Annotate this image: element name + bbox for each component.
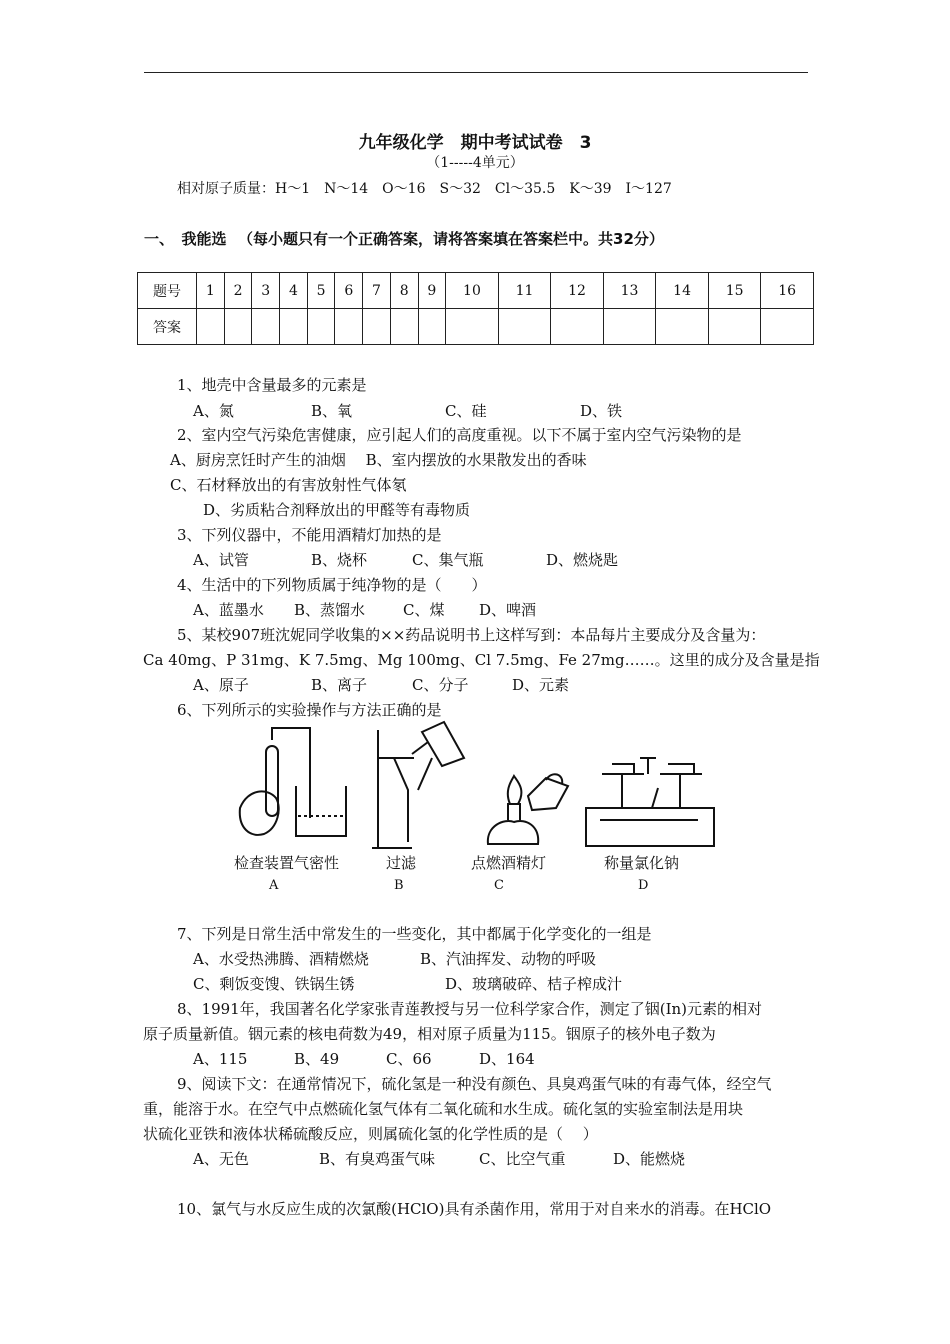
q3-option-c: C、集气瓶 bbox=[412, 551, 484, 569]
figure-letter-b: B bbox=[394, 878, 404, 893]
row-header-number: 题号 bbox=[138, 273, 197, 309]
number-cell: 16 bbox=[761, 273, 814, 309]
number-cell: 7 bbox=[363, 273, 391, 309]
answer-cell[interactable] bbox=[307, 309, 335, 345]
number-cell: 13 bbox=[603, 273, 656, 309]
answer-cell[interactable] bbox=[252, 309, 280, 345]
number-cell: 1 bbox=[197, 273, 225, 309]
q4-option-c: C、煤 bbox=[403, 601, 445, 619]
answer-cell[interactable] bbox=[224, 309, 252, 345]
figure-caption-b: 过滤 bbox=[386, 854, 417, 872]
q4-option-a: A、蓝墨水 bbox=[193, 601, 264, 619]
figure-caption-c: 点燃酒精灯 bbox=[471, 854, 547, 872]
figure-caption-d: 称量氯化钠 bbox=[604, 854, 680, 872]
q3-option-d: D、燃烧匙 bbox=[546, 551, 619, 569]
q7-option-a: A、水受热沸腾、酒精燃烧 bbox=[193, 950, 369, 968]
q7-option-b: B、汽油挥发、动物的呼吸 bbox=[420, 950, 597, 968]
answer-cell[interactable] bbox=[603, 309, 656, 345]
lab-figures-drawing bbox=[228, 718, 728, 858]
answer-cell[interactable] bbox=[335, 309, 363, 345]
question-9-line-1: 9、阅读下文：在通常情况下，硫化氢是一种没有颜色、具臭鸡蛋气味的有毒气体，经空气 bbox=[177, 1075, 772, 1093]
q1-option-a: A、氮 bbox=[193, 402, 234, 420]
lab-figures bbox=[228, 718, 728, 898]
question-3: 3、下列仪器中，不能用酒精灯加热的是 bbox=[177, 526, 442, 544]
q7-option-d: D、玻璃破碎、桔子榨成汁 bbox=[445, 975, 623, 993]
figure-letter-c: C bbox=[494, 878, 504, 893]
section-instruction: （每小题只有一个正确答案，请将答案填在答案栏中。共32分） bbox=[238, 230, 664, 248]
number-cell: 5 bbox=[307, 273, 335, 309]
answer-cell[interactable] bbox=[656, 309, 709, 345]
q8-option-a: A、115 bbox=[193, 1050, 248, 1068]
answer-cell[interactable] bbox=[498, 309, 551, 345]
number-cell: 9 bbox=[418, 273, 446, 309]
alcohol-lamp-icon bbox=[488, 774, 568, 844]
figure-letter-a: A bbox=[269, 878, 279, 893]
top-rule bbox=[144, 72, 808, 73]
question-7: 7、下列是日常生活中常发生的一些变化，其中都属于化学变化的一组是 bbox=[177, 925, 652, 943]
section-label: 一、 我能选 bbox=[144, 230, 227, 248]
q1-option-d: D、铁 bbox=[580, 402, 623, 420]
q1-option-c: C、硅 bbox=[445, 402, 487, 420]
question-8-line-2: 原子质量新值。铟元素的核电荷数为49，相对原子质量为115。铟原子的核外电子数为 bbox=[143, 1025, 716, 1043]
number-cell: 2 bbox=[224, 273, 252, 309]
question-2: 2、室内空气污染危害健康，应引起人们的高度重视。以下不属于室内空气污染物的是 bbox=[177, 426, 742, 444]
question-9-line-2: 重，能溶于水。在空气中点燃硫化氢气体有二氧化硫和水生成。硫化氢的实验室制法是用块 bbox=[143, 1100, 744, 1118]
q8-option-d: D、164 bbox=[479, 1050, 535, 1068]
row-header-answer: 答案 bbox=[138, 309, 197, 345]
number-cell: 15 bbox=[708, 273, 761, 309]
q9-option-a: A、无色 bbox=[193, 1150, 249, 1168]
q2-option-d: D、劣质粘合剂释放出的甲醛等有毒物质 bbox=[203, 501, 471, 519]
answer-table bbox=[137, 272, 814, 345]
q2-option-c: C、石材释放出的有害放射性气体氡 bbox=[170, 476, 407, 494]
q4-option-b: B、蒸馏水 bbox=[294, 601, 366, 619]
figure-caption-a: 检查装置气密性 bbox=[234, 854, 340, 872]
answer-cell[interactable] bbox=[418, 309, 446, 345]
q8-option-c: C、66 bbox=[386, 1050, 432, 1068]
question-5-line-2: Ca 40mg、P 31mg、K 7.5mg、Mg 100mg、Cl 7.5mg、Fe 27mg……。这里的成分及含量是指 bbox=[143, 651, 820, 669]
figure-letter-d: D bbox=[638, 878, 649, 893]
q5-option-a: A、原子 bbox=[193, 676, 249, 694]
number-cell: 10 bbox=[446, 273, 499, 309]
number-cell: 8 bbox=[390, 273, 418, 309]
question-1: 1、地壳中含量最多的元素是 bbox=[177, 376, 367, 394]
answer-cell[interactable] bbox=[708, 309, 761, 345]
number-cell: 3 bbox=[252, 273, 280, 309]
table-row-numbers bbox=[138, 273, 814, 309]
answer-cell[interactable] bbox=[761, 309, 814, 345]
q5-option-b: B、离子 bbox=[311, 676, 368, 694]
number-cell: 4 bbox=[280, 273, 308, 309]
answer-cell[interactable] bbox=[390, 309, 418, 345]
question-10-line-1: 10、氯气与水反应生成的次氯酸(HClO)具有杀菌作用，常用于对自来水的消毒。在HClO bbox=[177, 1200, 772, 1218]
airtightness-check-icon bbox=[240, 728, 346, 836]
q7-option-c: C、剩饭变馊、铁锅生锈 bbox=[193, 975, 355, 993]
q9-option-c: C、比空气重 bbox=[479, 1150, 566, 1168]
q1-option-b: B、氧 bbox=[311, 402, 353, 420]
q9-option-d: D、能燃烧 bbox=[613, 1150, 686, 1168]
balance-scale-icon bbox=[586, 758, 714, 846]
atomic-masses: 相对原子质量：H～1 N～14 O～16 S～32 Cl～35.5 K～39 I～127 bbox=[177, 181, 672, 197]
filtration-icon bbox=[372, 722, 464, 848]
q8-option-b: B、49 bbox=[294, 1050, 340, 1068]
question-9-line-3: 状硫化亚铁和液体状稀硫酸反应，则属硫化氢的化学性质的是（ ） bbox=[143, 1125, 598, 1143]
number-cell: 12 bbox=[551, 273, 604, 309]
q5-option-d: D、元素 bbox=[512, 676, 570, 694]
answer-cell[interactable] bbox=[551, 309, 604, 345]
answer-cell[interactable] bbox=[446, 309, 499, 345]
q3-option-b: B、烧杯 bbox=[311, 551, 368, 569]
q3-option-a: A、试管 bbox=[193, 551, 249, 569]
page-subtitle: （1-----4单元） bbox=[426, 155, 524, 171]
question-5-line-1: 5、某校907班沈妮同学收集的××药品说明书上这样写到：本品每片主要成分及含量为： bbox=[177, 626, 766, 644]
q9-option-b: B、有臭鸡蛋气味 bbox=[319, 1150, 436, 1168]
answer-cell[interactable] bbox=[280, 309, 308, 345]
number-cell: 14 bbox=[656, 273, 709, 309]
question-4: 4、生活中的下列物质属于纯净物的是（ ） bbox=[177, 576, 487, 594]
answer-cell[interactable] bbox=[363, 309, 391, 345]
answer-cell[interactable] bbox=[197, 309, 225, 345]
table-row-answers bbox=[138, 309, 814, 345]
q2-options-ab: A、厨房烹饪时产生的油烟 B、室内摆放的水果散发出的香味 bbox=[170, 451, 587, 469]
number-cell: 6 bbox=[335, 273, 363, 309]
q4-option-d: D、啤酒 bbox=[479, 601, 537, 619]
number-cell: 11 bbox=[498, 273, 551, 309]
question-6: 6、下列所示的实验操作与方法正确的是 bbox=[177, 701, 442, 719]
q5-option-c: C、分子 bbox=[412, 676, 469, 694]
page-title: 九年级化学 期中考试试卷 3 bbox=[358, 133, 592, 153]
question-8-line-1: 8、1991年，我国著名化学家张青莲教授与另一位科学家合作，测定了铟(In)元素的相对 bbox=[177, 1000, 763, 1018]
